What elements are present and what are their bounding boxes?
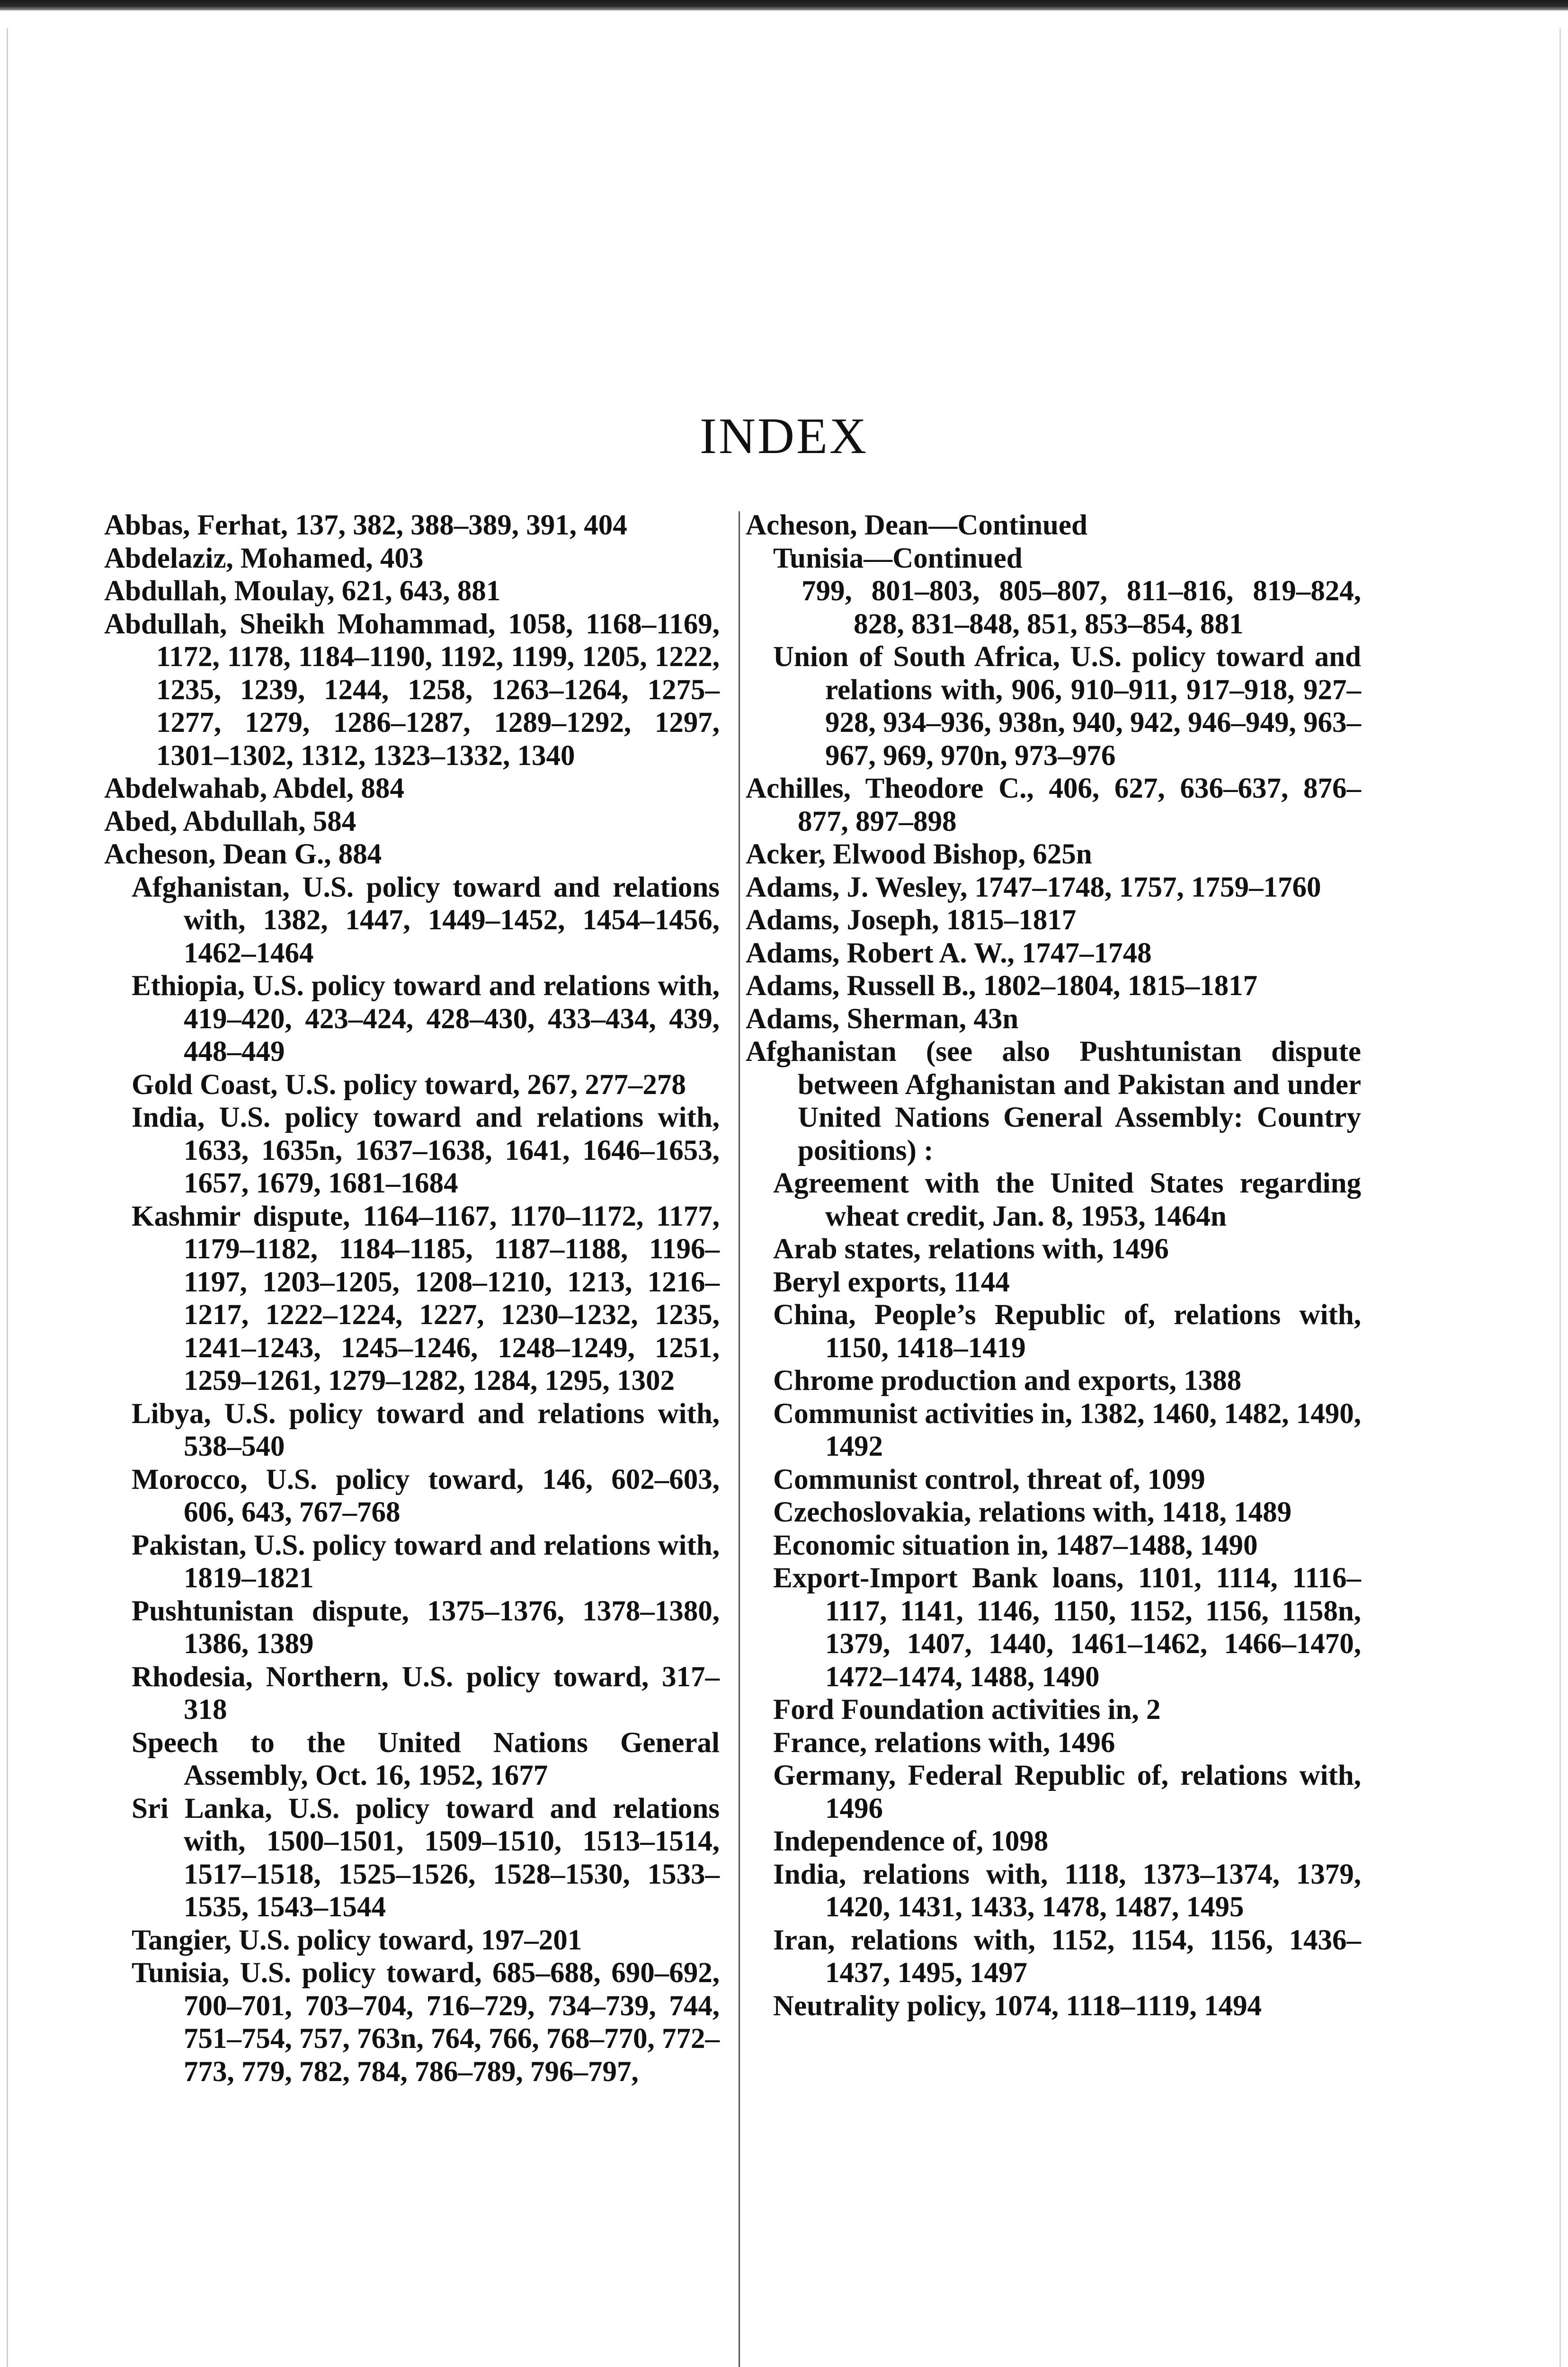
index-entry: Economic situation in, 1487–1488, 1490 bbox=[773, 1529, 1258, 1561]
right-index-column bbox=[746, 509, 1361, 2022]
top-border bbox=[0, 0, 1568, 10]
index-entry: Tunisia, U.S. policy toward, 685–688, 690–692, 700–701, 703–704, 716–729, 734–739, 744, 751–754, 757, 763n, 764, 766, 768–770, 772–773, 779, 782, 784, 786–789, 796–797, bbox=[132, 1957, 720, 2088]
index-entry: Gold Coast, U.S. policy toward, 267, 277–278 bbox=[132, 1068, 686, 1101]
index-entry: Libya, U.S. policy toward and relations with, 538–540 bbox=[132, 1397, 720, 1462]
index-entry: Neutrality policy, 1074, 1118–1119, 1494 bbox=[773, 1990, 1262, 2022]
index-entry: France, relations with, 1496 bbox=[773, 1726, 1115, 1759]
index-entry: Afghanistan (see also Pushtunistan dispute between Afghanistan and Pakistan and under United Nations General Assembly: Country positions) : bbox=[746, 1036, 1361, 1166]
index-entry: Ford Foundation activities in, 2 bbox=[773, 1694, 1161, 1726]
index-entry: Pushtunistan dispute, 1375–1376, 1378–1380, 1386, 1389 bbox=[132, 1595, 720, 1660]
index-entry: Abed, Abdullah, 584 bbox=[104, 805, 356, 837]
index-entry: Czechoslovakia, relations with, 1418, 1489 bbox=[773, 1496, 1292, 1528]
index-entry: Rhodesia, Northern, U.S. policy toward, 317–318 bbox=[132, 1661, 720, 1726]
page-title: INDEX bbox=[700, 408, 868, 464]
index-entry: Speech to the United Nations General Assembly, Oct. 16, 1952, 1677 bbox=[132, 1726, 720, 1791]
index-entry: China, People’s Republic of, relations with, 1150, 1418–1419 bbox=[773, 1299, 1361, 1364]
index-entry: Ethiopia, U.S. policy toward and relations with, 419–420, 423–424, 428–430, 433–434, 439, 448–449 bbox=[132, 970, 720, 1068]
index-entry: Abdullah, Moulay, 621, 643, 881 bbox=[104, 575, 501, 607]
index-entry: Agreement with the United States regarding wheat credit, Jan. 8, 1953, 1464n bbox=[773, 1167, 1361, 1232]
index-entry: Export-Import Bank loans, 1101, 1114, 1116–1117, 1141, 1146, 1150, 1152, 1156, 1158n, 1379, 1407, 1440, 1461–1462, 1466–1470, 1472–1474, 1488, 1490 bbox=[773, 1562, 1361, 1693]
index-entry: Adams, Sherman, 43n bbox=[746, 1003, 1019, 1035]
column-divider bbox=[739, 511, 740, 2367]
index-entry: Chrome production and exports, 1388 bbox=[773, 1365, 1242, 1397]
index-entry: Acker, Elwood Bishop, 625n bbox=[746, 838, 1092, 870]
index-entry: Adams, Joseph, 1815–1817 bbox=[746, 904, 1077, 936]
index-entry: India, relations with, 1118, 1373–1374, 1379, 1420, 1431, 1433, 1478, 1487, 1495 bbox=[773, 1858, 1361, 1923]
index-entry: Union of South Africa, U.S. policy toward and relations with, 906, 910–911, 917–918, 927–928, 934–936, 938n, 940, 942, 946–949, 963–967, 969, 970n, 973–976 bbox=[773, 641, 1361, 772]
index-entry: Adams, Robert A. W., 1747–1748 bbox=[746, 937, 1152, 969]
index-entry: Achilles, Theodore C., 406, 627, 636–637, 876–877, 897–898 bbox=[746, 773, 1361, 837]
index-entry: Arab states, relations with, 1496 bbox=[773, 1233, 1169, 1265]
index-entry: Beryl exports, 1144 bbox=[773, 1266, 1010, 1298]
left-page-edge bbox=[7, 28, 8, 2367]
right-page-edge bbox=[1559, 28, 1561, 2367]
index-entry: Adams, Russell B., 1802–1804, 1815–1817 bbox=[746, 970, 1258, 1002]
index-entry: Pakistan, U.S. policy toward and relations with, 1819–1821 bbox=[132, 1529, 720, 1594]
index-entry: Afghanistan, U.S. policy toward and relations with, 1382, 1447, 1449–1452, 1454–1456, 1462–1464 bbox=[132, 871, 720, 969]
left-index-column bbox=[104, 509, 720, 2088]
index-entry: Abbas, Ferhat, 137, 382, 388–389, 391, 404 bbox=[104, 509, 627, 541]
index-entry: Tunisia—Continued bbox=[773, 542, 1023, 574]
index-entry: Adams, J. Wesley, 1747–1748, 1757, 1759–1760 bbox=[746, 871, 1321, 903]
index-entry: Communist activities in, 1382, 1460, 1482, 1490, 1492 bbox=[773, 1397, 1362, 1462]
index-entry: Kashmir dispute, 1164–1167, 1170–1172, 1177, 1179–1182, 1184–1185, 1187–1188, 1196–1197, 1203–1205, 1208–1210, 1213, 1216–1217, 1222–1224, 1227, 1230–1232, 1235, 1241–1243, 1245–1246, 1248–1249, 1251, 1259–1261, 1279–1282, 1284, 1295, 1302 bbox=[132, 1200, 720, 1397]
index-entry: Abdelwahab, Abdel, 884 bbox=[104, 773, 404, 804]
index-entry: Acheson, Dean—Continued bbox=[746, 509, 1087, 541]
index-entry: Sri Lanka, U.S. policy toward and relations with, 1500–1501, 1509–1510, 1513–1514, 1517–1518, 1525–1526, 1528–1530, 1533–1535, 1543–1544 bbox=[132, 1792, 720, 1923]
index-entry: Morocco, U.S. policy toward, 146, 602–603, 606, 643, 767–768 bbox=[132, 1463, 720, 1528]
index-entry: Iran, relations with, 1152, 1154, 1156, 1436–1437, 1495, 1497 bbox=[773, 1924, 1361, 1989]
index-entry: India, U.S. policy toward and relations with, 1633, 1635n, 1637–1638, 1641, 1646–1653, 1657, 1679, 1681–1684 bbox=[132, 1102, 720, 1199]
index-entry: Communist control, threat of, 1099 bbox=[773, 1463, 1205, 1495]
index-entry: Tangier, U.S. policy toward, 197–201 bbox=[132, 1924, 582, 1956]
index-entry: Abdelaziz, Mohamed, 403 bbox=[104, 542, 424, 574]
index-entry: Acheson, Dean G., 884 bbox=[104, 838, 382, 870]
index-entry: Abdullah, Sheikh Mohammad, 1058, 1168–1169, 1172, 1178, 1184–1190, 1192, 1199, 1205, 1222, 1235, 1239, 1244, 1258, 1263–1264, 1275–1277, 1279, 1286–1287, 1289–1292, 1297, 1301–1302, 1312, 1323–1332, 1340 bbox=[104, 608, 720, 772]
index-entry: Independence of, 1098 bbox=[773, 1825, 1049, 1857]
index-entry: 799, 801–803, 805–807, 811–816, 819–824, 828, 831–848, 851, 853–854, 881 bbox=[802, 575, 1361, 640]
index-entry: Germany, Federal Republic of, relations with, 1496 bbox=[773, 1760, 1361, 1824]
